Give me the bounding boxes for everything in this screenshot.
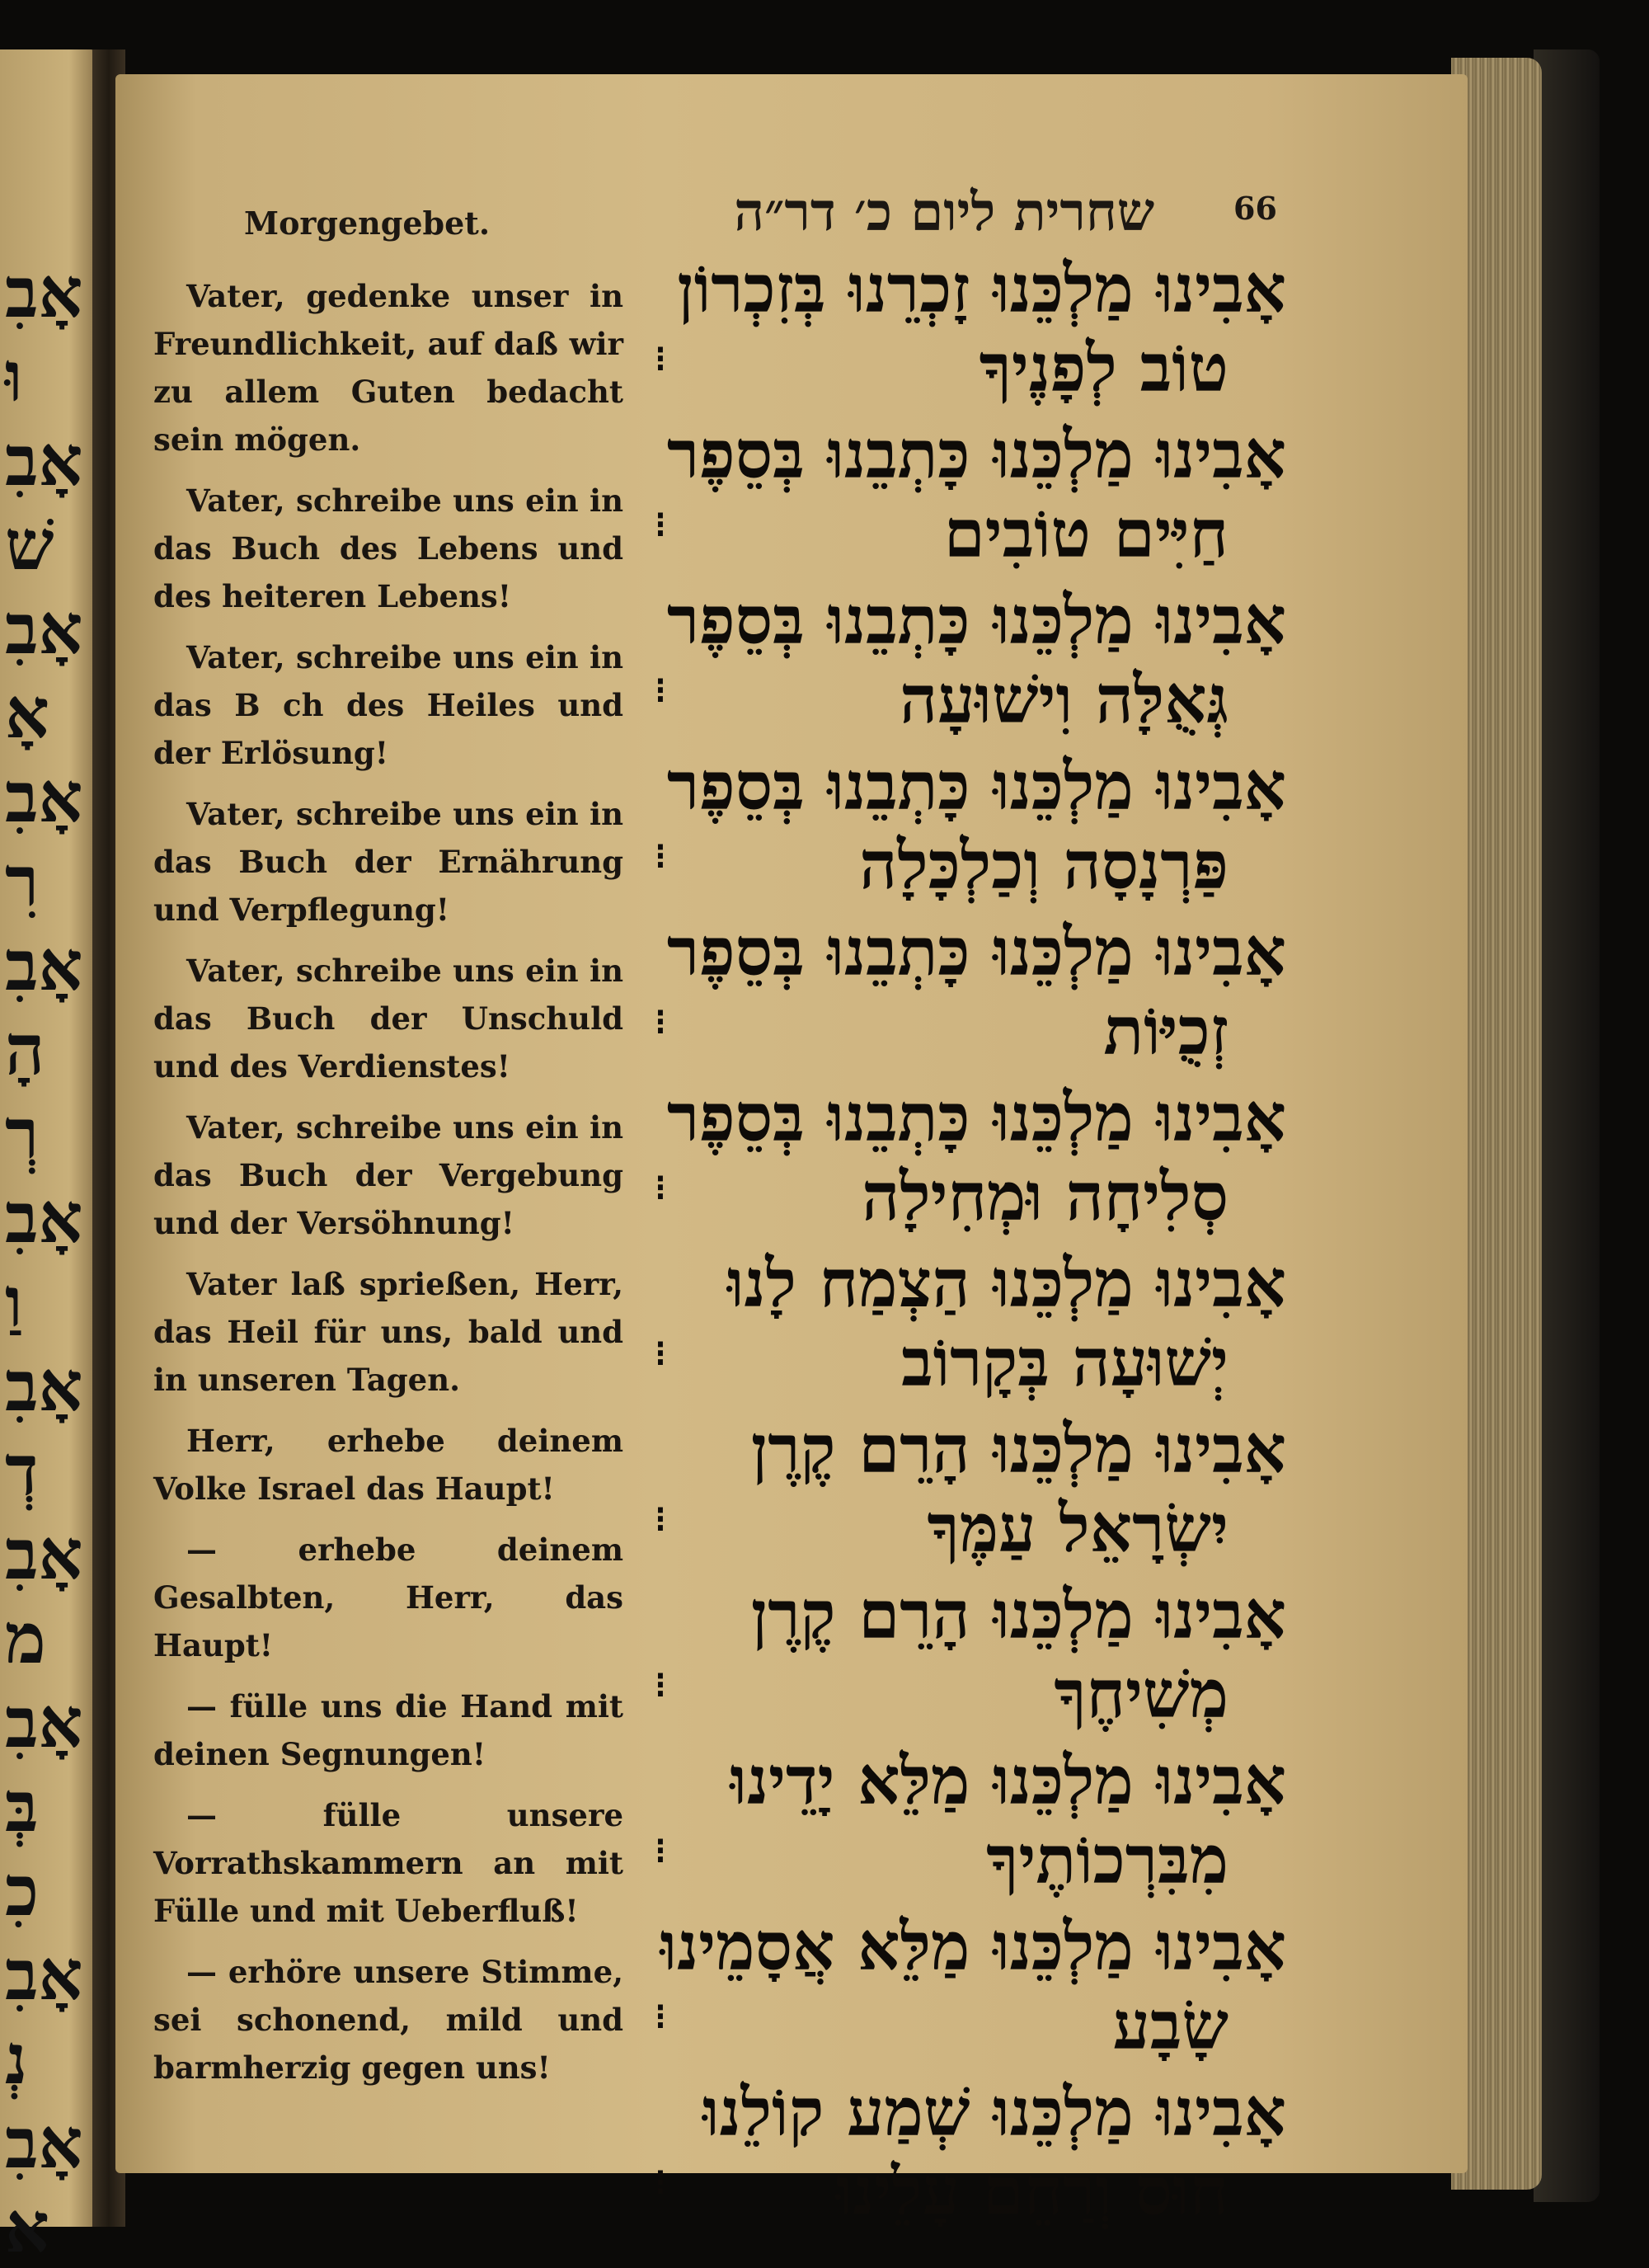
hebrew-verse [643, 910, 1286, 1076]
german-paragraph: Vater, gedenke unser in Freundlichkeit, auf daß wir zu allem Guten bedacht sein mögen. [153, 278, 623, 458]
previous-page-fragment: שׁ [5, 504, 54, 586]
verse-end-marker-icon: ⁝ [655, 504, 666, 546]
hebrew-verse-line: אָבִינוּ מַלְכֵּנוּ שְׁמַע קוֹלֵנוּ [702, 2073, 1286, 2151]
hebrew-verse-continuation: יְשׁוּעָה בְּקָרוֹב [901, 1324, 1229, 1401]
hebrew-verse-line: אָבִינוּ מַלְכֵּנוּ כָּתְבֵנוּ בְּסֵפֶר [666, 913, 1286, 990]
previous-page-fragment: אָבִ [5, 756, 83, 838]
previous-page-fragment: אָבִ [5, 420, 83, 501]
hebrew-verse-line: אָבִינוּ מַלְכֵּנוּ כָּתְבֵנוּ בְּסֵפֶר [666, 747, 1286, 825]
german-paragraph: Vater, schreibe uns ein in das Buch des Lebens und des heiteren Lebens! [153, 482, 623, 614]
hebrew-verse-line: אָבִינוּ מַלְכֵּנוּ הַצְמַח לָנוּ [727, 1245, 1286, 1322]
verse-end-marker-icon: ⁝ [655, 2162, 666, 2204]
page-number: 66 [1233, 190, 1277, 227]
hebrew-verse-continuation: גְּאֻלָּה וִישׁוּעָה [900, 661, 1229, 738]
previous-page-fragment: נְ [5, 2018, 28, 2100]
verse-end-marker-icon: ⁝ [655, 338, 666, 380]
previous-page-fragment: וַ [5, 1261, 23, 1343]
previous-page-fragment: אָבִ [5, 925, 83, 1006]
hebrew-verse-line: אָבִינוּ מַלְכֵּנוּ הָרֵם קֶרֶן [750, 1410, 1286, 1488]
previous-page-fragment: אָבִ [5, 1934, 83, 2016]
hebrew-verse-continuation: מְשִׁיחֶךָ [1054, 1655, 1229, 1733]
hebrew-verse [643, 745, 1286, 910]
hebrew-verse [643, 413, 1286, 579]
hebrew-running-title: שחרית ליום כ׳ דר״ה [734, 181, 1154, 243]
previous-page-fragment: בְּ [5, 1766, 39, 1847]
hebrew-prayer-column [643, 247, 1286, 2237]
previous-page-fragment: אָבִ [5, 1177, 83, 1259]
hebrew-verse-line: אָבִינוּ מַלְכֵּנוּ כָּתְבֵנוּ בְּסֵפֶר [666, 581, 1286, 659]
german-paragraph: Vater, schreibe uns ein in das Buch der Ernährung und Verpflegung! [153, 796, 623, 928]
previous-page-fragment: אָ [5, 672, 49, 754]
hebrew-verse-continuation: סְלִיחָה וּמְחִילָה [862, 1158, 1229, 1235]
previous-page-fragment: אָבִ [5, 1513, 83, 1595]
hebrew-verse [643, 2071, 1286, 2237]
german-paragraph: Vater, schreibe uns ein in das B ch des Heiles und der Erlösung! [153, 639, 623, 771]
german-paragraph: — fülle uns die Hand mit deinen Segnungen! [153, 1688, 623, 1772]
verse-end-marker-icon: ⁝ [655, 1664, 666, 1706]
previous-page-fragment: א [5, 2186, 49, 2268]
previous-page-fragment: הָ [5, 1009, 45, 1090]
hebrew-verse-continuation: פַּרְנָסָה וְכַלְכָּלָה [859, 826, 1229, 904]
hebrew-verse-line: אָבִינוּ מַלְכֵּנוּ מַלֵּא יָדֵינוּ [730, 1742, 1286, 1819]
previous-page-fragment: אָבִ [5, 1345, 83, 1427]
hebrew-verse [643, 247, 1286, 413]
previous-page [0, 49, 99, 2268]
verse-end-marker-icon: ⁝ [655, 1830, 666, 1872]
hebrew-verse [643, 1905, 1286, 2071]
german-translation-column [153, 272, 623, 2105]
german-running-title: Morgengebet. [244, 205, 491, 242]
german-paragraph: — erhebe deinem Gesalbten, Herr, das Haupt! [153, 1532, 623, 1663]
verse-end-marker-icon: ⁝ [655, 1499, 666, 1541]
hebrew-verse-continuation: חוּס וְרַחֵם עָלֵינוּ [835, 2153, 1229, 2230]
hebrew-verse-line: אָבִינוּ מַלְכֵּנוּ כָּתְבֵנוּ בְּסֵפֶר [666, 1079, 1286, 1156]
hebrew-verse-continuation: מִבִּרְכוֹתֶיךָ [986, 1821, 1229, 1899]
previous-page-fragment: וּ [5, 336, 23, 417]
previous-page-fragment: אָבִ [5, 588, 83, 670]
hebrew-verse [643, 1076, 1286, 1242]
previous-page-fragment: אָבִ [5, 2102, 83, 2184]
hebrew-verse [643, 579, 1286, 745]
hebrew-verse-continuation: זְכֻיּוֹת [1103, 992, 1229, 1070]
hebrew-verse-line: אָבִינוּ מַלְכֵּנוּ כָּתְבֵנוּ בְּסֵפֶר [666, 416, 1286, 493]
previous-page-fragment: רְ [5, 1093, 40, 1174]
verse-end-marker-icon: ⁝ [655, 1167, 666, 1209]
german-paragraph: — fülle unsere Vorrathskammern an mit Fülle und mit Ueberfluß! [153, 1797, 623, 1929]
previous-page-fragment: אָבִ [5, 252, 83, 333]
hebrew-verse-line: אָבִינוּ מַלְכֵּנוּ זָכְרֵנוּ בְּזִכְרוֹן [677, 250, 1286, 327]
previous-page-fragment: כִ [5, 1850, 40, 1932]
previous-page-fragment: רִ [5, 840, 40, 922]
previous-page-fragment: אָבִ [5, 1682, 83, 1763]
hebrew-verse [643, 1242, 1286, 1408]
verse-end-marker-icon: ⁝ [655, 670, 666, 712]
book-cover-edge [1534, 49, 1600, 2202]
german-paragraph: Vater, schreibe uns ein in das Buch der Unschuld und des Verdienstes! [153, 953, 623, 1085]
verse-end-marker-icon: ⁝ [655, 1001, 666, 1043]
german-paragraph: — erhöre unsere Stimme, sei schonend, mild und barmherzig gegen uns! [153, 1954, 623, 2086]
previous-page-fragment: מ [5, 1597, 46, 1679]
hebrew-verse-line: אָבִינוּ מַלְכֵּנוּ מַלֵּא אֲסָמֵינוּ [660, 1908, 1286, 1985]
verse-end-marker-icon: ⁝ [655, 1996, 666, 2038]
hebrew-verse [643, 1739, 1286, 1905]
german-paragraph: Herr, erhebe deinem Volke Israel das Haupt! [153, 1423, 623, 1507]
hebrew-verse [643, 1408, 1286, 1574]
hebrew-verse-continuation: יִשְׂרָאֵל עַמֶּךָ [927, 1489, 1229, 1567]
hebrew-verse-continuation: שָׂבָע [1112, 1987, 1229, 2064]
hebrew-verse-line: אָבִינוּ מַלְכֵּנוּ הָרֵם קֶרֶן [750, 1576, 1286, 1654]
previous-page-fragment: דְ [5, 1429, 39, 1511]
hebrew-verse-continuation: חַיִּים טוֹבִים [943, 495, 1229, 572]
verse-end-marker-icon: ⁝ [655, 1333, 666, 1375]
verse-end-marker-icon: ⁝ [655, 835, 666, 878]
german-paragraph: Vater, schreibe uns ein in das Buch der Vergebung und der Versöhnung! [153, 1109, 623, 1241]
hebrew-verse-continuation: טוֹב לְפָנֶיךָ [979, 329, 1229, 407]
hebrew-verse [643, 1574, 1286, 1739]
german-paragraph: Vater laß sprießen, Herr, das Heil für uns, bald und in unseren Tagen. [153, 1266, 623, 1398]
